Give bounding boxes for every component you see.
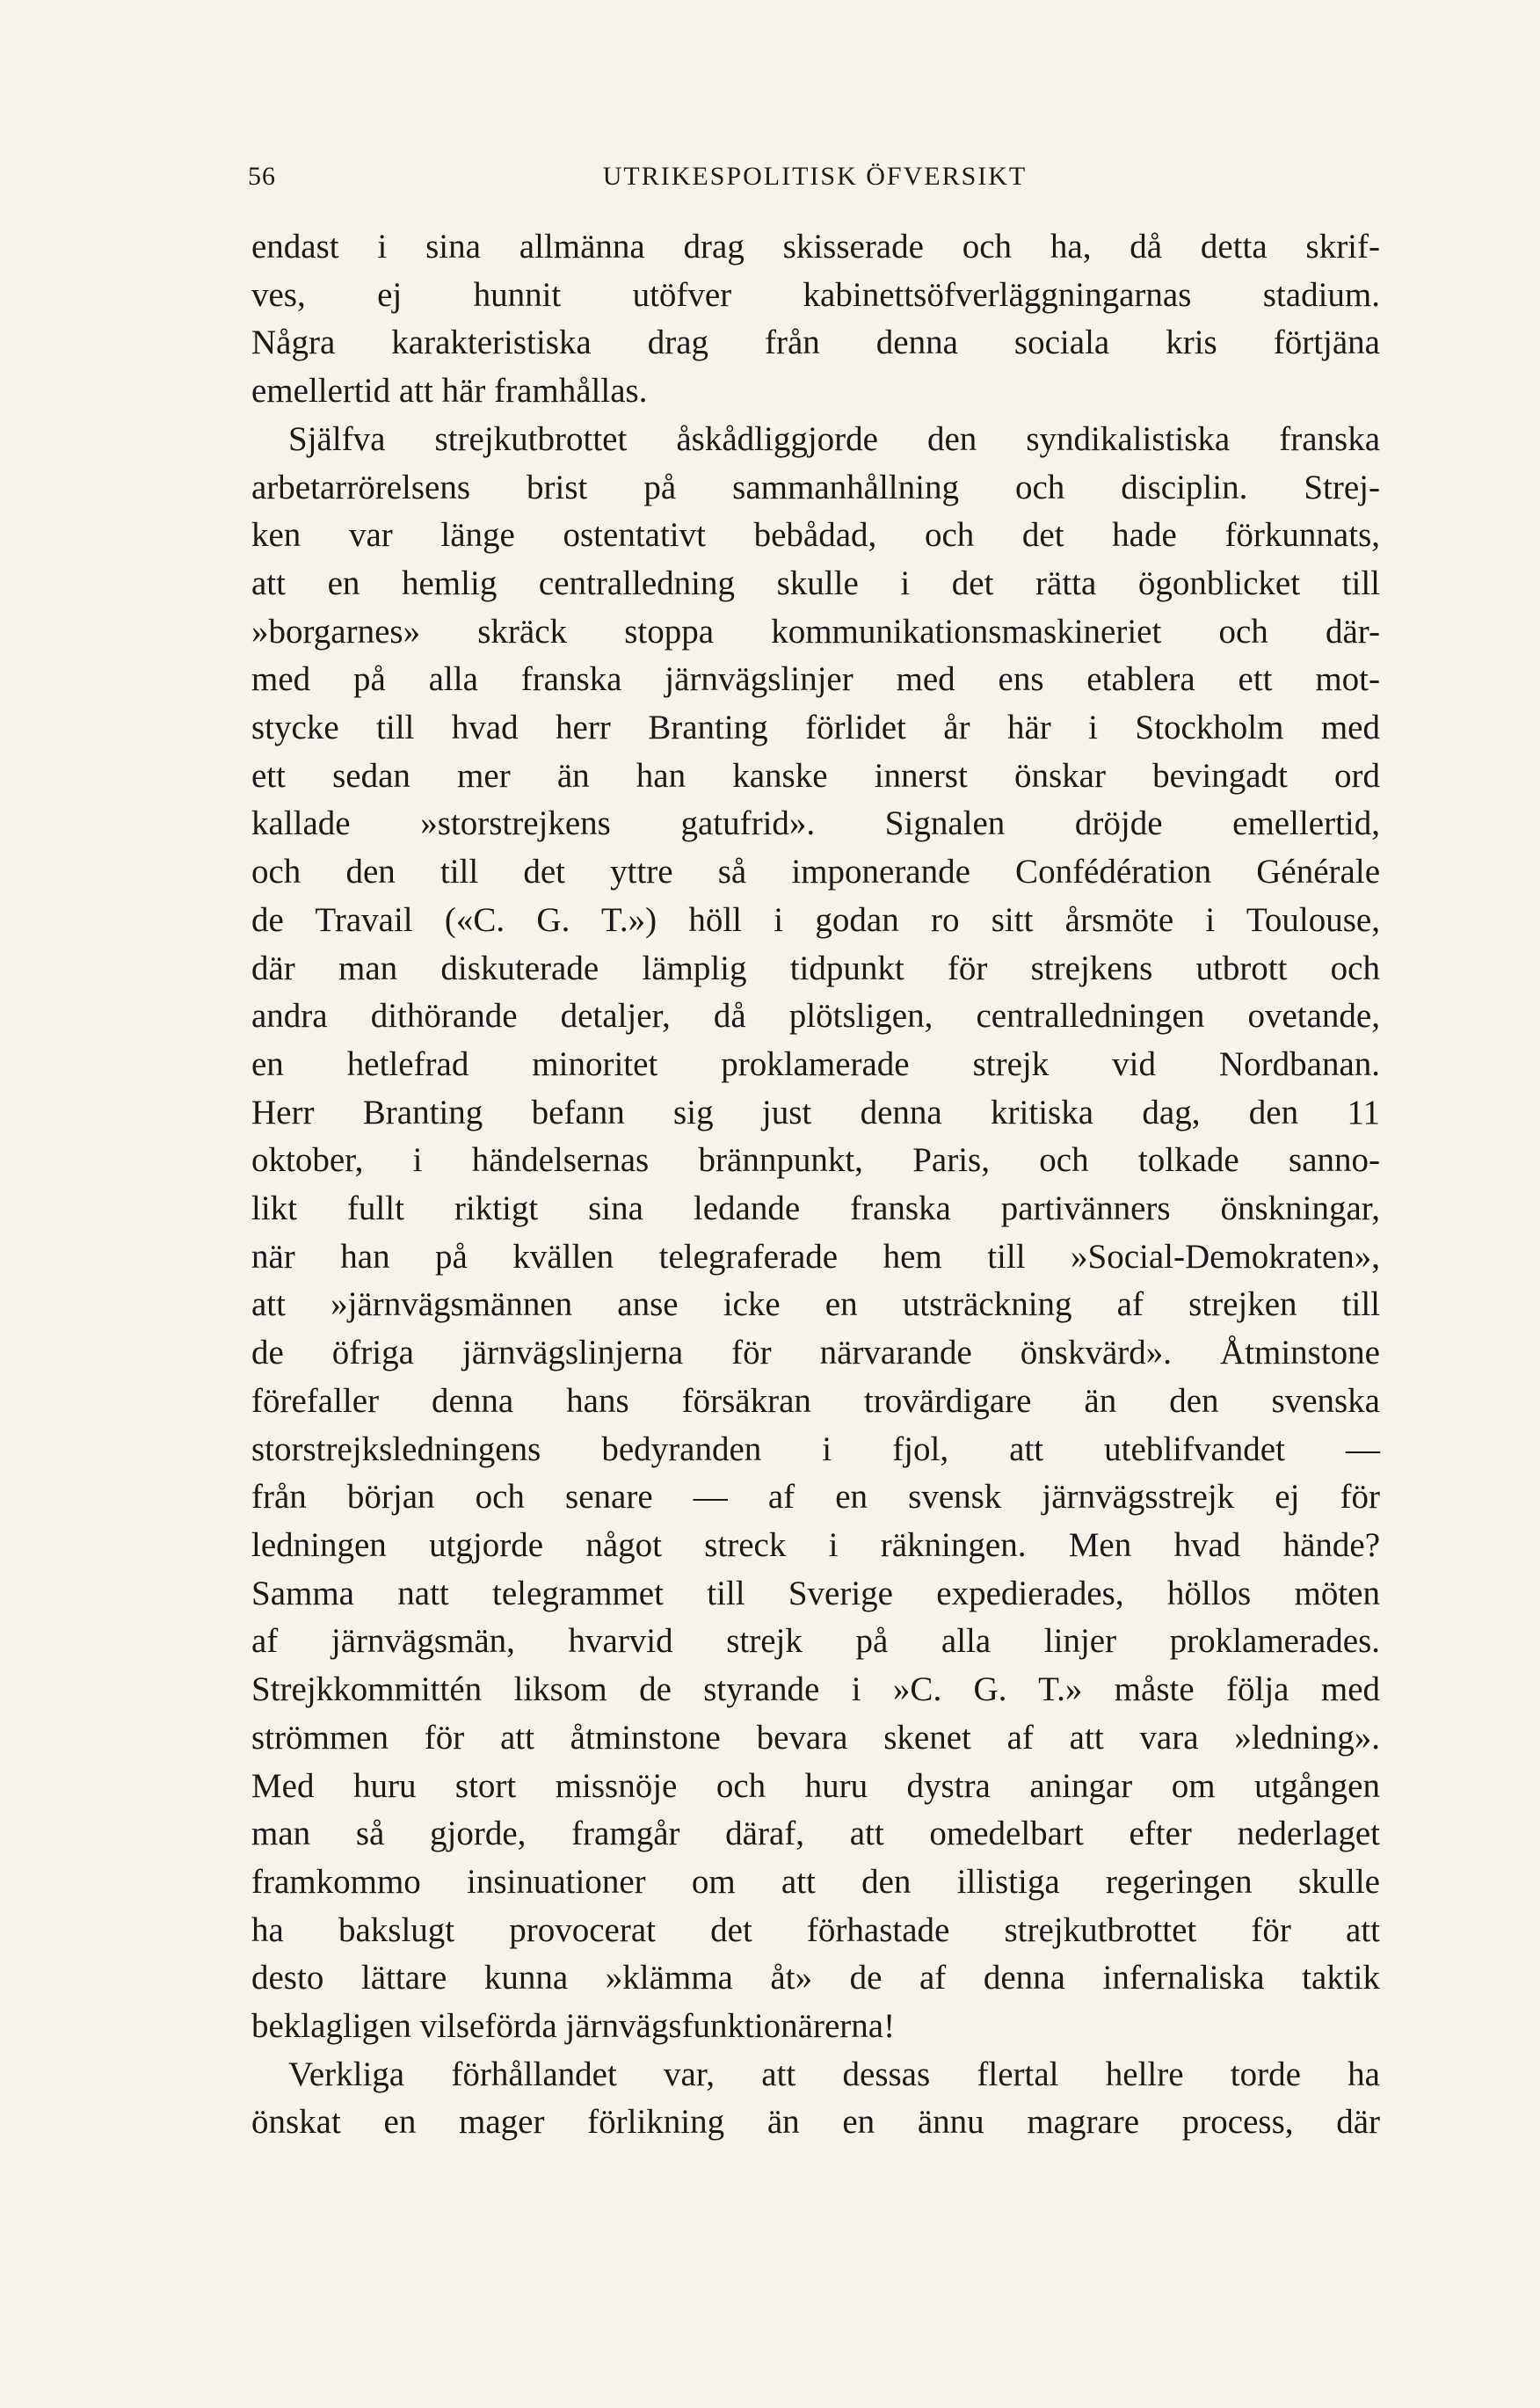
paragraph-3 bbox=[251, 2051, 1380, 2147]
text-line: stycke till hvad herr Branting förlidet år här i Stockholm med bbox=[251, 709, 1380, 747]
text-line: att en hemlig centralledning skulle i det rätta ögonblicket till bbox=[251, 564, 1380, 602]
paragraph-1 bbox=[251, 223, 1380, 416]
text-line: att »järnvägsmännen anse icke en utsträckning af strejken till bbox=[251, 1285, 1380, 1324]
text-line: Samma natt telegrammet till Sverige expedierades, höllos möten bbox=[251, 1574, 1380, 1612]
text-line: desto lättare kunna »klämma åt» de af denna infernaliska taktik bbox=[251, 1959, 1380, 1997]
text-line: från början och senare — af en svensk järnvägsstrejk ej för bbox=[251, 1478, 1380, 1517]
text-line: ha bakslugt provocerat det förhastade strejkutbrottet för att bbox=[251, 1910, 1380, 1949]
text-line: andra dithörande detaljer, då plötsligen, centralledningen ovetande, bbox=[251, 997, 1380, 1036]
text-line: oktober, i händelsernas brännpunkt, Paris, och tolkade sanno- bbox=[251, 1141, 1380, 1180]
text-line: »borgarnes» skräck stoppa kommunikationsmaskineriet och där- bbox=[251, 612, 1380, 651]
text-line: önskat en mager förlikning än en ännu magrare process, där bbox=[251, 2103, 1380, 2142]
paragraph-2 bbox=[251, 416, 1380, 2051]
text-line: endast i sina allmänna drag skisserade och ha, då detta skrif- bbox=[251, 228, 1380, 266]
text-line: arbetarrörelsens brist på sammanhållning och disciplin. Strej- bbox=[251, 468, 1380, 506]
text-line: man så gjorde, framgår däraf, att omedelbart efter nederlaget bbox=[251, 1815, 1380, 1853]
text-line: strömmen för att åtminstone bevara skenet af att vara »ledning». bbox=[251, 1718, 1380, 1757]
text-line: likt fullt riktigt sina ledande franska partivänners önskningar, bbox=[251, 1189, 1380, 1228]
page-header bbox=[248, 162, 1382, 206]
text-line: och den till det yttre så imponerande Confédération Générale bbox=[251, 853, 1380, 891]
text-line: ves, ej hunnit utöfver kabinettsöfverläggningarnas stadium. bbox=[251, 275, 1380, 314]
text-line: de öfriga järnvägslinjerna för närvarande önskvärd». Åtminstone bbox=[251, 1334, 1380, 1372]
text-line: ett sedan mer än han kanske innerst önskar bevingadt ord bbox=[251, 756, 1380, 795]
text-line: af järnvägsmän, hvarvid strejk på alla linjer proklamerades. bbox=[251, 1622, 1380, 1661]
text-line: Strejkkommittén liksom de styrande i »C. G. T.» måste följa med bbox=[251, 1670, 1380, 1709]
body-text bbox=[251, 223, 1380, 2147]
text-line: där man diskuterade lämplig tidpunkt för strejkens utbrott och bbox=[251, 949, 1380, 987]
text-line: Några karakteristiska drag från denna sociala kris förtjäna bbox=[251, 324, 1380, 362]
text-line: när han på kvällen telegraferade hem till »Social-Demokraten», bbox=[251, 1237, 1380, 1276]
text-line: med på alla franska järnvägslinjer med ens etablera ett mot- bbox=[251, 660, 1380, 699]
text-line: förefaller denna hans försäkran trovärdigare än den svenska bbox=[251, 1381, 1380, 1420]
running-head: UTRIKESPOLITISK ÖFVERSIKT bbox=[602, 162, 1028, 191]
text-line: de Travail («C. G. T.») höll i godan ro sitt årsmöte i Toulouse, bbox=[251, 900, 1380, 939]
text-line: emellertid att här framhållas. bbox=[251, 372, 648, 411]
page-number: 56 bbox=[248, 162, 276, 191]
text-line: framkommo insinuationer om att den illistiga regeringen skulle bbox=[251, 1862, 1380, 1901]
text-line: Verkliga förhållandet var, att dessas flertal hellre torde ha bbox=[288, 2055, 1380, 2093]
text-line: storstrejksledningens bedyranden i fjol, att uteblifvandet — bbox=[251, 1430, 1380, 1468]
text-line: Själfva strejkutbrottet åskådliggjorde den syndikalistiska franska bbox=[288, 419, 1380, 458]
text-line: kallade »storstrejkens gatufrid». Signalen dröjde emellertid, bbox=[251, 804, 1380, 843]
text-line: ledningen utgjorde något streck i räkningen. Men hvad hände? bbox=[251, 1525, 1380, 1564]
text-line: Herr Branting befann sig just denna kritiska dag, den 11 bbox=[251, 1093, 1380, 1131]
text-line: Med huru stort missnöje och huru dystra aningar om utgången bbox=[251, 1766, 1380, 1805]
text-line: en hetlefrad minoritet proklamerade strejk vid Nordbanan. bbox=[251, 1044, 1380, 1083]
text-line: beklagligen vilseförda järnvägsfunktionärerna! bbox=[251, 2007, 896, 2046]
text-line: ken var länge ostentativt bebådad, och det hade förkunnats, bbox=[251, 516, 1380, 555]
